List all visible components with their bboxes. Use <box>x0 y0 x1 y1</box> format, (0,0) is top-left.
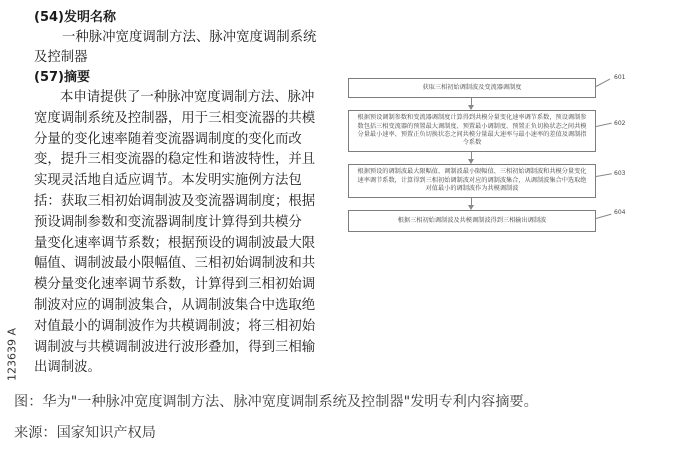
abstract-line: 分量的变化速率随着变流器调制度的变化而改 <box>34 131 302 147</box>
invention-title-line-1: 一种脉冲宽度调制方法、脉冲宽度调制系统 <box>62 30 317 45</box>
leader-line <box>596 79 611 87</box>
source-credit: 来源：国家知识产权局 <box>14 425 156 441</box>
leader-line <box>596 173 612 177</box>
flow-step-601: 获取三相初始调制波及变流器调制度 <box>348 78 596 98</box>
step-number-604: 604 <box>614 209 626 216</box>
patent-abstract <box>34 8 334 379</box>
leader-line <box>596 214 612 219</box>
flow-step-603: 根据预设的调制波最大限幅值、调制波最小限幅值、三相初始调制波和共模分量变化速率调节系数，计算得到三相初始调制波对应的调制波集合，从调制波集合中选取绝对值最小的调制波作为共模调制波 <box>348 164 596 198</box>
abstract-line: 预设调制参数和变流器调制度计算得到共模分 <box>34 214 302 230</box>
flow-arrow <box>471 152 472 159</box>
abstract-line: 模分量变化速率调节系数，计算得到三相初始调 <box>34 277 316 293</box>
flow-arrow <box>471 198 472 205</box>
abstract-line: 实现灵活地自适应调节。本发明实施例方法包 <box>34 173 302 189</box>
abstract-line: 对值最小的调制波作为共模调制波；将三相初始 <box>34 318 316 334</box>
abstract-line: 括：获取三相初始调制波及变流器调制度；根据 <box>34 193 316 209</box>
abstract-body <box>34 88 334 379</box>
abstract-line: 调制波与共模调制波进行波形叠加，得到三相输 <box>34 339 316 355</box>
flow-step-602: 根据预设调制参数和变流器调制度计算得到共模分量变化速率调节系数，预设调制参数包括三相变流器的预置最大调制度、预置最小调制度、预置正负切换状态之间共模分量最小速率、预置正负切换状态之间共模分量最大速率与最小速率的差值及调制指令系数 <box>348 110 596 152</box>
title-heading: (54)发明名称 <box>34 10 116 25</box>
step-number-603: 603 <box>614 170 626 177</box>
leader-line <box>596 123 612 127</box>
step-number-602: 602 <box>614 120 626 127</box>
step-number-601: 601 <box>614 74 626 81</box>
abstract-line: 宽度调制系统及控制器，用于三相变流器的共模 <box>34 110 316 126</box>
abstract-line: 本申请提供了一种脉冲宽度调制方法、脉冲 <box>60 90 315 105</box>
method-flowchart <box>338 72 658 242</box>
abstract-line: 幅值、调制波最小限幅值、三相初始调制波和共 <box>34 256 316 272</box>
flow-step-604: 根据三相初始调制波及共模调制波得到三相输出调制波 <box>348 210 596 232</box>
abstract-line: 出调制波。 <box>34 360 101 376</box>
abstract-line: 变，提升三相变流器的稳定性和谐波特性，并且 <box>34 152 316 168</box>
publication-number: 123639 A <box>5 327 19 381</box>
figure-caption: 图：华为"一种脉冲宽度调制方法、脉冲宽度调制系统及控制器"发明专利内容摘要。 <box>14 394 538 410</box>
invention-title-line-2: 及控制器 <box>34 50 88 65</box>
abstract-line: 量变化速率调节系数；根据预设的调制波最大限 <box>34 235 316 251</box>
abstract-heading: (57)摘要 <box>34 70 90 85</box>
abstract-line: 制波对应的调制波集合，从调制波集合中选取绝 <box>34 297 316 313</box>
flow-arrow <box>471 98 472 105</box>
